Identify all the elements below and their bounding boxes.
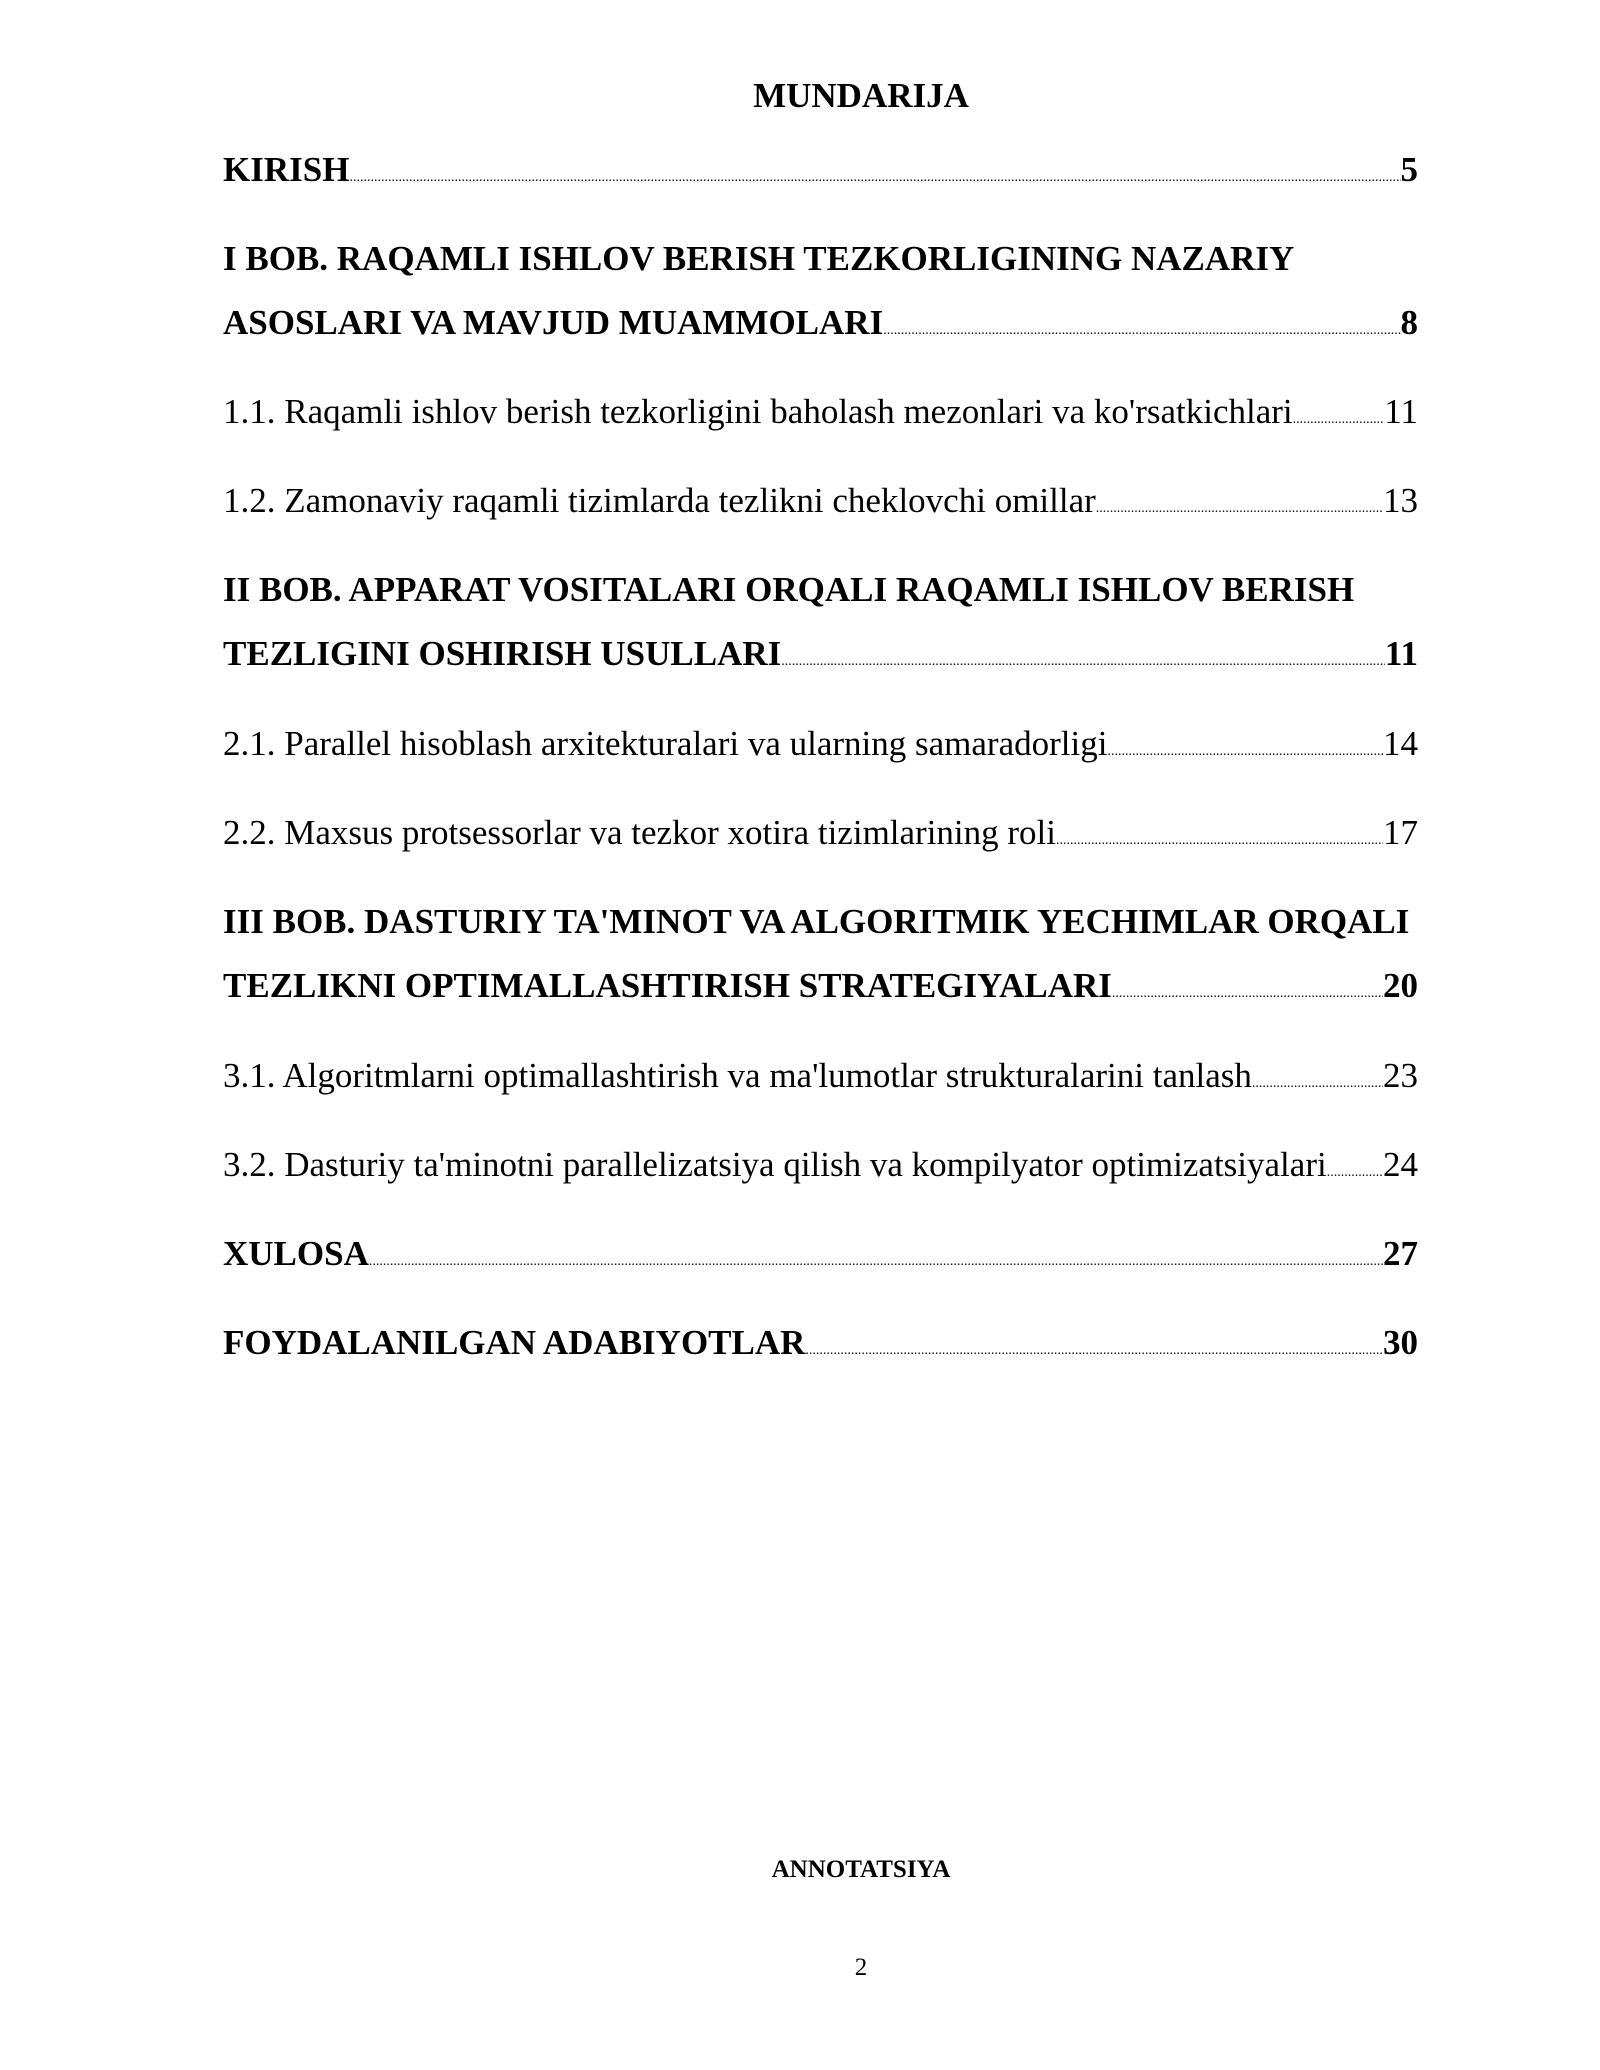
toc-entry-xulosa[interactable] xyxy=(223,1222,1418,1286)
dot-leader xyxy=(1252,1077,1383,1091)
toc-entry-chapter-3[interactable] xyxy=(223,890,1418,1018)
toc-entry-section-2-1[interactable] xyxy=(223,712,1418,776)
toc-entry-title: KIRISH xyxy=(223,150,350,189)
page-number: 2 xyxy=(854,1954,868,1981)
toc-entry-section-1-1[interactable] xyxy=(223,380,1418,444)
toc-entry-title: XULOSA xyxy=(223,1234,369,1273)
toc-page-number: 13 xyxy=(1383,481,1418,520)
toc-entry-title-line-1: II BOB. APPARAT VOSITALARI ORQALI RAQAMLI ISHLOV BERISH xyxy=(223,570,1355,609)
toc-page-number: 23 xyxy=(1383,1056,1418,1095)
dot-leader xyxy=(369,1255,1383,1269)
toc-entry-title: 2.1. Parallel hisoblash arxitekturalari va ularning samaradorligi xyxy=(223,724,1108,763)
toc-entry-title: 3.2. Dasturiy ta'minotni parallelizatsiya qilish va kompilyator optimizatsiyalari xyxy=(223,1145,1327,1184)
toc-entry-chapter-1[interactable] xyxy=(223,227,1418,355)
dot-leader xyxy=(1293,413,1385,427)
dot-leader xyxy=(1096,502,1383,516)
toc-page-number: 5 xyxy=(1400,150,1418,189)
toc-page-number: 20 xyxy=(1383,966,1418,1005)
toc-entry-title: 1.2. Zamonaviy raqamli tizimlarda tezlikni cheklovchi omillar xyxy=(223,481,1096,520)
toc-entry-title-line-2: ASOSLARI VA MAVJUD MUAMMOLARI xyxy=(223,303,884,342)
toc-page-number: 11 xyxy=(1384,634,1418,673)
page-title: MUNDARIJA xyxy=(753,76,969,115)
dot-leader xyxy=(1112,987,1383,1001)
toc-entry-title-line-2: TEZLIGINI OSHIRISH USULLARI xyxy=(223,634,782,673)
toc-entry-section-3-2[interactable] xyxy=(223,1133,1418,1197)
dot-leader xyxy=(781,655,1385,669)
dot-leader xyxy=(1056,834,1383,848)
toc-page-number: 14 xyxy=(1383,724,1418,763)
annotation-heading: ANNOTATSIYA xyxy=(771,1856,951,1883)
toc-entry-title: 3.1. Algoritmlarni optimallashtirish va ma'lumotlar strukturalarini tanlash xyxy=(223,1056,1252,1095)
toc-entry-adabiyotlar[interactable] xyxy=(223,1311,1418,1375)
toc-page-number: 30 xyxy=(1383,1323,1418,1362)
toc-page-number: 27 xyxy=(1383,1234,1418,1273)
dot-leader xyxy=(805,1344,1383,1358)
toc-entry-title: 1.1. Raqamli ishlov berish tezkorligini baholash mezonlari va ko'rsatkichlari xyxy=(223,392,1293,431)
toc-page-number: 24 xyxy=(1383,1145,1418,1184)
dot-leader xyxy=(1327,1166,1383,1180)
toc-page-number: 11 xyxy=(1384,392,1418,431)
toc-entry-kirish[interactable] xyxy=(223,138,1418,202)
toc-entry-title: FOYDALANILGAN ADABIYOTLAR xyxy=(223,1323,806,1362)
toc-entry-title-line-1: I BOB. RAQAMLI ISHLOV BERISH TEZKORLIGINING NAZARIY xyxy=(223,239,1295,278)
toc-entry-section-2-2[interactable] xyxy=(223,801,1418,865)
dot-leader xyxy=(883,324,1400,338)
dot-leader xyxy=(1107,745,1383,759)
toc-entry-section-3-1[interactable] xyxy=(223,1044,1418,1108)
toc-entry-chapter-2[interactable] xyxy=(223,558,1418,686)
toc-entry-section-1-2[interactable] xyxy=(223,469,1418,533)
toc-page-number: 8 xyxy=(1400,303,1418,342)
toc-entry-title-line-1: III BOB. DASTURIY TA'MINOT VA ALGORITMIK YECHIMLAR ORQALI xyxy=(223,902,1410,941)
dot-leader xyxy=(349,171,1400,185)
toc-page-number: 17 xyxy=(1383,813,1418,852)
toc-entry-title-line-2: TEZLIKNI OPTIMALLASHTIRISH STRATEGIYALARI xyxy=(223,966,1112,1005)
toc-entry-title: 2.2. Maxsus protsessorlar va tezkor xotira tizimlarining roli xyxy=(223,813,1057,852)
